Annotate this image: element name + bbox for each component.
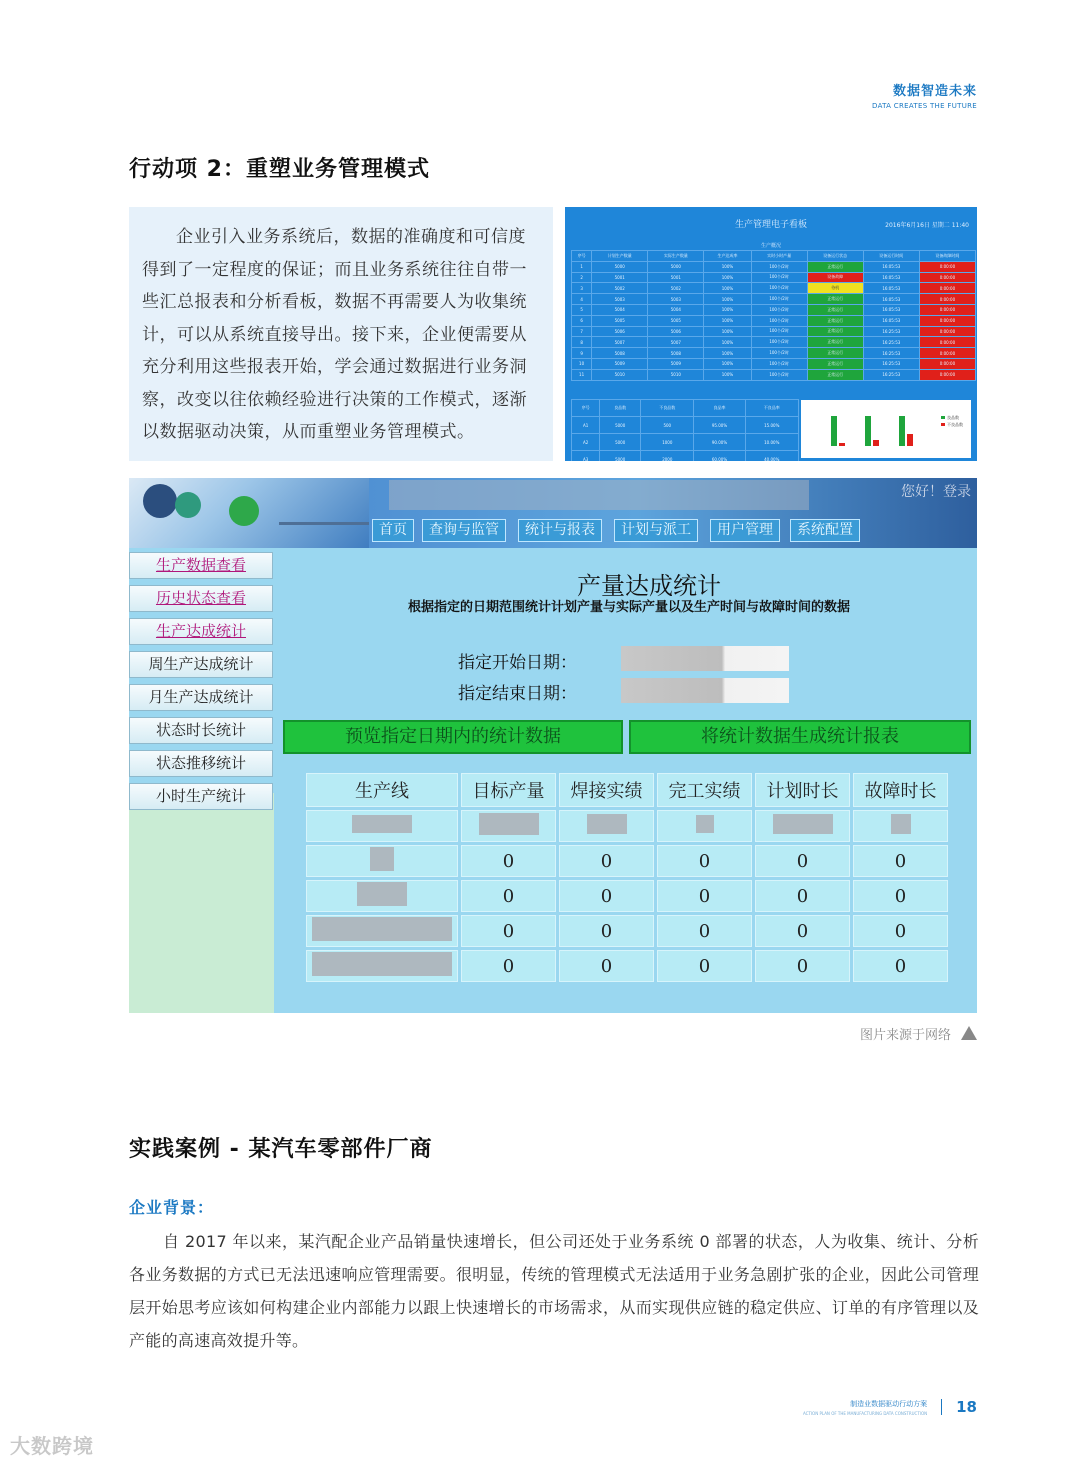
dashboard-cell: 0:00:00 <box>919 369 975 380</box>
dashboard-header-cell: 序号 <box>572 251 592 262</box>
bar-good <box>865 416 871 446</box>
footer-doc-cn: 制造业数据驱动行动方案 <box>850 1399 928 1408</box>
dashboard-cell: 正常运行 <box>807 261 863 272</box>
dashboard-cell: 100个/2时 <box>751 315 807 326</box>
dashboard-date: 2016年6月16日 星期二 11:40 <box>885 222 969 229</box>
blurred-header <box>389 480 809 510</box>
caption-text: 图片来源于网络 <box>859 1028 951 1043</box>
dashboard-cell: 16:25:53 <box>863 358 919 369</box>
dashboard-cell: 5008 <box>648 348 704 359</box>
dashboard-cell: 1 <box>572 261 592 272</box>
quality-header-cell: 不良品率 <box>745 400 798 417</box>
dashboard-cell: 0:00:00 <box>919 358 975 369</box>
sidebar-item-status-trend[interactable]: 状态推移统计 <box>129 750 273 777</box>
dashboard-subtitle: 生产概况 <box>760 243 781 249</box>
dashboard-cell: 100个/2时 <box>751 348 807 359</box>
quality-header-cell: 序号 <box>572 400 600 417</box>
quality-row <box>572 417 799 434</box>
nav-plan-dispatch[interactable]: 计划与派工 <box>614 519 698 542</box>
dashboard-cell: 100% <box>704 369 751 380</box>
footer-divider <box>941 1399 942 1415</box>
quality-cell: 5000 <box>600 451 641 462</box>
image-caption <box>860 1024 977 1043</box>
dashboard-cell: 100个/2时 <box>751 272 807 283</box>
dashboard-cell: 5009 <box>648 358 704 369</box>
quality-cell: 5000 <box>600 417 641 434</box>
sidebar-item-status-duration[interactable]: 状态时长统计 <box>129 717 273 744</box>
end-date-label: 指定结束日期： <box>458 684 577 704</box>
dashboard-row <box>572 304 976 315</box>
end-date-input[interactable] <box>621 678 789 703</box>
quality-cell: A2 <box>572 434 600 451</box>
dashboard-cell: 5010 <box>592 369 648 380</box>
intro-text: 企业引入业务系统后，数据的准确度和可信度得到了一定程度的保证；而且业务系统往往自带一些汇总报表和分析看板，数据不再需要人为收集统计，可以从系统直接导出。接下来，企业便需要从充分利用这些报表开始，学会通过数据进行业务洞察，改变以往依赖经验进行决策的工作模式，逐渐以数据驱动决策，从而重塑业务管理模式。 <box>142 227 527 442</box>
dashboard-cell: 5 <box>572 304 592 315</box>
quality-cell: 500 <box>641 417 694 434</box>
col-header-welding: 焊接实绩 <box>559 773 654 807</box>
table-row <box>306 950 948 982</box>
table-row-blurred <box>306 810 948 842</box>
sidebar-item-production-data[interactable]: 生产数据查看 <box>129 552 273 579</box>
mini-bar-chart <box>801 400 971 458</box>
table-cell: 0 <box>755 915 850 947</box>
quality-mini-chart <box>801 400 971 458</box>
start-date-label: 指定开始日期： <box>458 653 577 673</box>
table-cell: 0 <box>461 880 556 912</box>
dashboard-cell: 5001 <box>592 272 648 283</box>
dashboard-cell: 0:00:00 <box>919 261 975 272</box>
subhead-background: 企业背景： <box>129 1198 215 1217</box>
dashboard-row <box>572 348 976 359</box>
blurred-cell <box>306 950 458 982</box>
quality-header-cell: 良品数 <box>600 400 641 417</box>
dashboard-cell: 0:00:00 <box>919 348 975 359</box>
nav-statistics-report[interactable]: 统计与报表 <box>518 519 602 542</box>
brand-en: DATA CREATES THE FUTURE <box>872 102 977 110</box>
dashboard-cell: 5001 <box>648 272 704 283</box>
greeting-text: 您好！登录 <box>901 484 971 500</box>
quality-cell: 15.00% <box>745 417 798 434</box>
dashboard-cell: 100% <box>704 348 751 359</box>
sidebar-item-monthly-achievement[interactable]: 月生产达成统计 <box>129 684 273 711</box>
dashboard-cell: 16:25:53 <box>863 337 919 348</box>
dashboard-cell: 5002 <box>592 283 648 294</box>
section-title-action2: 行动项 2：重塑业务管理模式 <box>129 157 430 182</box>
dashboard-cell: 100% <box>704 283 751 294</box>
col-header-target: 目标产量 <box>461 773 556 807</box>
nav-user-management[interactable]: 用户管理 <box>710 519 780 542</box>
col-header-line: 生产线 <box>306 773 458 807</box>
nav-home[interactable]: 首页 <box>372 519 414 542</box>
dashboard-header-cell: 实时小时产量 <box>751 251 807 262</box>
sidebar-item-production-achievement[interactable]: 生产达成统计 <box>129 618 273 645</box>
dashboard-cell: 5003 <box>648 294 704 305</box>
dashboard-header-cell: 计划生产数量 <box>592 251 648 262</box>
dashboard-cell: 7 <box>572 326 592 337</box>
system-logo-image <box>129 478 369 548</box>
stats-table <box>303 770 951 985</box>
dashboard-cell: 5007 <box>648 337 704 348</box>
start-date-input[interactable] <box>621 646 789 671</box>
quality-cell: 95.00% <box>694 417 745 434</box>
dashboard-cell: 正常运行 <box>807 315 863 326</box>
dashboard-cell: 5000 <box>648 261 704 272</box>
dashboard-cell: 100个/2时 <box>751 337 807 348</box>
dashboard-cell: 5006 <box>648 326 704 337</box>
dashboard-cell: 5007 <box>592 337 648 348</box>
export-report-button[interactable]: 将统计数据生成统计报表 <box>629 720 971 754</box>
bar-bad <box>907 434 913 446</box>
dashboard-cell: 0:00:00 <box>919 272 975 283</box>
section-title-case: 实践案例 - 某汽车零部件厂商 <box>129 1137 433 1162</box>
brand-cn: 数据智造未来 <box>892 84 977 99</box>
dashboard-cell: 16:05:53 <box>863 315 919 326</box>
dashboard-cell: 0:00:00 <box>919 337 975 348</box>
preview-stats-button[interactable]: 预览指定日期内的统计数据 <box>283 720 623 754</box>
dashboard-row <box>572 294 976 305</box>
dashboard-cell: 5008 <box>592 348 648 359</box>
dashboard-cell: 5010 <box>648 369 704 380</box>
dashboard-cell: 16:05:53 <box>863 304 919 315</box>
bar-good <box>831 416 837 446</box>
dashboard-header-cell: 设备故障时间 <box>919 251 975 262</box>
footer-doc-title <box>803 1399 927 1416</box>
gear-icon <box>143 484 177 518</box>
blurred-cell <box>306 845 458 877</box>
dashboard-cell: 正常运行 <box>807 294 863 305</box>
blurred-cell <box>306 880 458 912</box>
dashboard-cell: 5004 <box>648 304 704 315</box>
table-cell: 0 <box>657 915 752 947</box>
dashboard-image <box>565 207 977 461</box>
dashboard-cell: 正常运行 <box>807 369 863 380</box>
dashboard-row <box>572 272 976 283</box>
dashboard-cell: 16:25:53 <box>863 348 919 359</box>
dashboard-row <box>572 369 976 380</box>
dashboard-cell: 5002 <box>648 283 704 294</box>
dashboard-cell: 9 <box>572 348 592 359</box>
nav-system-config[interactable]: 系统配置 <box>790 519 860 542</box>
dashboard-cell: 0:00:00 <box>919 304 975 315</box>
quality-cell: A1 <box>572 417 600 434</box>
nav-query-monitor[interactable]: 查询与监管 <box>422 519 506 542</box>
header-brand <box>872 80 977 110</box>
dashboard-cell: 100个/2时 <box>751 326 807 337</box>
table-cell: 0 <box>657 845 752 877</box>
dashboard-cell: 2 <box>572 272 592 283</box>
dashboard-cell: 100% <box>704 358 751 369</box>
intro-box <box>129 207 553 461</box>
legend-swatch-bad <box>941 423 945 426</box>
dashboard-cell: 16:25:53 <box>863 326 919 337</box>
page-footer <box>803 1398 977 1416</box>
dashboard-cell: 100个/2时 <box>751 304 807 315</box>
dashboard-cell: 8 <box>572 337 592 348</box>
dashboard-cell: 0:00:00 <box>919 294 975 305</box>
quality-cell: 10.00% <box>745 434 798 451</box>
triangle-icon <box>961 1026 977 1040</box>
quality-row <box>572 451 799 462</box>
dashboard-cell: 100% <box>704 337 751 348</box>
col-header-completion: 完工实绩 <box>657 773 752 807</box>
system-screenshot <box>129 478 977 1013</box>
dashboard-cell: 设备故障 <box>807 272 863 283</box>
dashboard-cell: 100个/2时 <box>751 283 807 294</box>
table-cell: 0 <box>461 845 556 877</box>
page-number: 18 <box>956 1398 977 1416</box>
blurred-cell <box>306 915 458 947</box>
dashboard-cell: 11 <box>572 369 592 380</box>
globe-icon <box>175 492 201 518</box>
blurred-cell <box>657 810 752 842</box>
table-cell: 0 <box>853 845 948 877</box>
watermark: 大数跨境 <box>10 1434 94 1458</box>
sidebar-item-weekly-achievement[interactable]: 周生产达成统计 <box>129 651 273 678</box>
dashboard-cell: 待机 <box>807 283 863 294</box>
dashboard-cell: 6 <box>572 315 592 326</box>
dashboard-row <box>572 358 976 369</box>
main-title: 产量达成统计 <box>577 572 721 600</box>
dashboard-cell: 3 <box>572 283 592 294</box>
dashboard-row <box>572 326 976 337</box>
legend-good: 良品数 <box>947 415 959 420</box>
table-cell: 0 <box>657 880 752 912</box>
dashboard-cell: 正常运行 <box>807 304 863 315</box>
dashboard-table <box>571 250 976 381</box>
dashboard-cell: 16:05:53 <box>863 283 919 294</box>
quality-header-cell: 不良品数 <box>641 400 694 417</box>
quality-cell: 2000 <box>641 451 694 462</box>
dashboard-cell: 16:25:53 <box>863 369 919 380</box>
quality-cell: 90.00% <box>694 434 745 451</box>
bar-good <box>899 416 905 446</box>
col-header-plan-time: 计划时长 <box>755 773 850 807</box>
quality-table <box>571 399 799 461</box>
dashboard-cell: 正常运行 <box>807 326 863 337</box>
main-subtitle: 根据指定的日期范围统计计划产量与实际产量以及生产时间与故障时间的数据 <box>407 600 850 615</box>
table-header-row <box>306 773 948 807</box>
dashboard-cell: 100个/2时 <box>751 294 807 305</box>
dashboard-cell: 0:00:00 <box>919 283 975 294</box>
dashboard-cell: 100% <box>704 315 751 326</box>
logo-caption-bar <box>279 522 369 525</box>
quality-header-row <box>572 400 799 417</box>
dashboard-row <box>572 337 976 348</box>
blurred-cell <box>559 810 654 842</box>
quality-header-cell: 良品率 <box>694 400 745 417</box>
dashboard-cell: 5009 <box>592 358 648 369</box>
dashboard-cell: 正常运行 <box>807 358 863 369</box>
legend-swatch-good <box>941 416 945 419</box>
dashboard-cell: 5006 <box>592 326 648 337</box>
table-cell: 0 <box>755 845 850 877</box>
dashboard-header-cell: 设备运行状态 <box>807 251 863 262</box>
blurred-cell <box>853 810 948 842</box>
dashboard-cell: 100% <box>704 304 751 315</box>
dashboard-header-row <box>572 251 976 262</box>
quality-cell: 5000 <box>600 434 641 451</box>
bar-bad <box>839 443 845 446</box>
dashboard-cell: 100% <box>704 272 751 283</box>
dashboard-cell: 5003 <box>592 294 648 305</box>
dashboard-header-cell: 设备运行时间 <box>863 251 919 262</box>
dashboard-cell: 16:05:53 <box>863 294 919 305</box>
table-cell: 0 <box>755 880 850 912</box>
table-cell: 0 <box>853 880 948 912</box>
table-cell: 0 <box>559 880 654 912</box>
bar-bad <box>873 440 879 446</box>
table-cell: 0 <box>461 950 556 982</box>
quality-row <box>572 434 799 451</box>
dashboard-cell: 0:00:00 <box>919 315 975 326</box>
legend-bad: 不良品数 <box>947 422 963 427</box>
world-icon <box>229 496 259 526</box>
table-cell: 0 <box>657 950 752 982</box>
quality-cell: 1000 <box>641 434 694 451</box>
sidebar-item-hourly-production[interactable]: 小时生产统计 <box>129 783 273 810</box>
dashboard-row <box>572 315 976 326</box>
dashboard-cell: 100个/2时 <box>751 369 807 380</box>
table-row <box>306 845 948 877</box>
dashboard-cell: 100% <box>704 294 751 305</box>
footer-doc-en: ACTION PLAN OF THE MANUFACTURING DATA CONSTRUCTION <box>802 1410 928 1416</box>
dashboard-cell: 10 <box>572 358 592 369</box>
dashboard-cell: 16:05:53 <box>863 261 919 272</box>
table-cell: 0 <box>461 915 556 947</box>
dashboard-cell: 100% <box>704 326 751 337</box>
table-cell: 0 <box>755 950 850 982</box>
table-cell: 0 <box>559 950 654 982</box>
dashboard-cell: 5000 <box>592 261 648 272</box>
dashboard-row <box>572 261 976 272</box>
dashboard-cell: 100个/2时 <box>751 358 807 369</box>
dashboard-header-cell: 实际生产数量 <box>648 251 704 262</box>
dashboard-row <box>572 283 976 294</box>
dashboard-cell: 0:00:00 <box>919 326 975 337</box>
dashboard-cell: 4 <box>572 294 592 305</box>
blurred-cell <box>461 810 556 842</box>
quality-cell: 40.00% <box>745 451 798 462</box>
table-cell: 0 <box>853 915 948 947</box>
dashboard-cell: 100% <box>704 261 751 272</box>
table-row <box>306 915 948 947</box>
col-header-fault-time: 故障时长 <box>853 773 948 807</box>
dashboard-cell: 正常运行 <box>807 348 863 359</box>
quality-cell: A3 <box>572 451 600 462</box>
sidebar-item-history-status[interactable]: 历史状态查看 <box>129 585 273 612</box>
dashboard-cell: 5005 <box>592 315 648 326</box>
dashboard-cell: 5004 <box>592 304 648 315</box>
blurred-cell <box>306 810 458 842</box>
dashboard-title: 生产管理电子看板 <box>734 220 807 230</box>
dashboard-cell: 16:05:53 <box>863 272 919 283</box>
case-body-text: 自 2017 年以来，某汽配企业产品销量快速增长，但公司还处于业务系统 0 部署的状态，人为收集、统计、分析各业务数据的方式已无法迅速响应管理需要。很明显，传统的管理模式无法适用于业务急剧扩张的企业，因此公司管理层开始思考应该如何构建企业内部能力以跟上快速增长的市场需求，从而实现供应链的稳定供应、订单的有序管理以及产能的高速高效提升等。 <box>129 1232 979 1350</box>
table-row <box>306 880 948 912</box>
dashboard-header-cell: 生产达成率 <box>704 251 751 262</box>
table-cell: 0 <box>853 950 948 982</box>
table-cell: 0 <box>559 845 654 877</box>
table-cell: 0 <box>559 915 654 947</box>
dashboard-cell: 正常运行 <box>807 337 863 348</box>
dashboard-cell: 5005 <box>648 315 704 326</box>
dashboard-cell: 100个/2时 <box>751 261 807 272</box>
blurred-cell <box>755 810 850 842</box>
quality-cell: 60.00% <box>694 451 745 462</box>
